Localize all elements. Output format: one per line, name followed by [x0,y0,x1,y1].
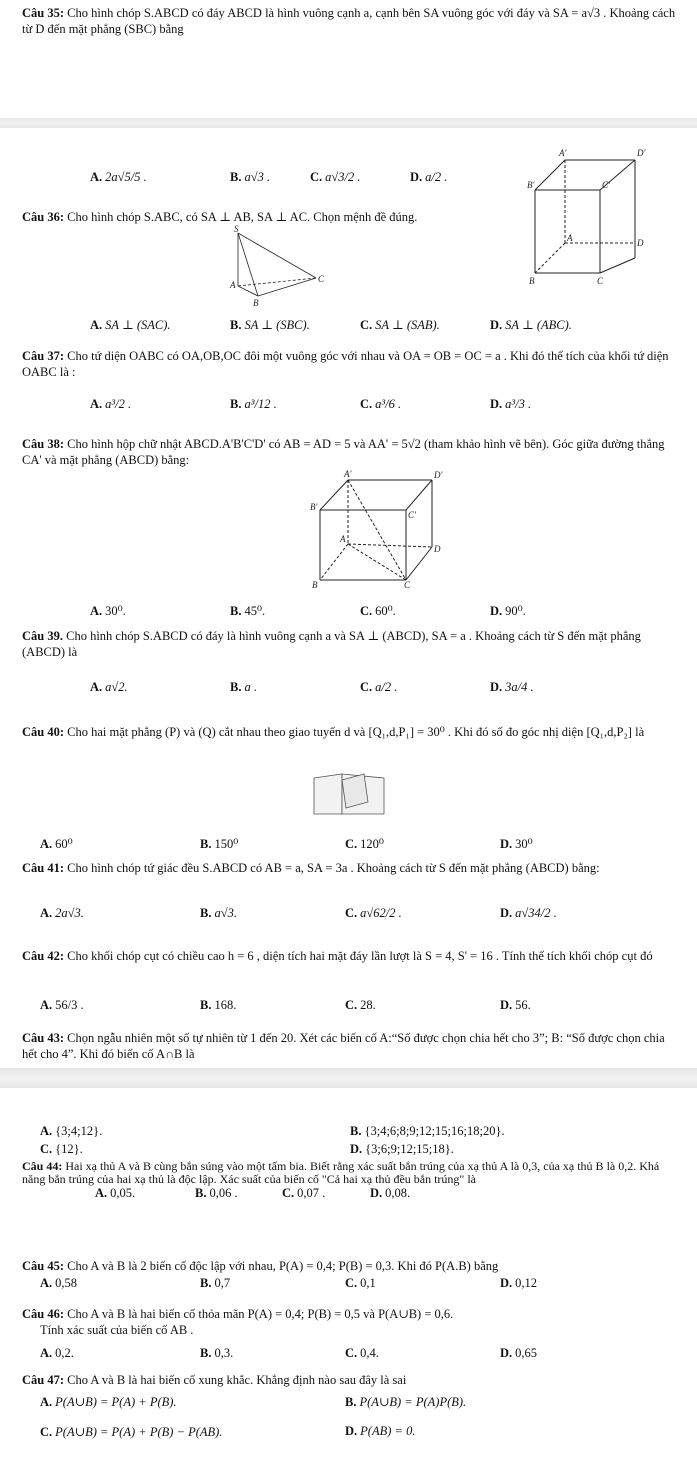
page-gap [0,1068,697,1088]
option-c[interactable]: C. 60⁰. [360,604,396,618]
vertex-label: D' [637,148,646,158]
box-figure [310,469,450,592]
vertex-label: A [567,233,573,243]
option-d[interactable]: D. 3a/4 . [490,680,534,694]
option-b[interactable]: B. 0,7 [200,1276,231,1290]
option-a[interactable]: A. {3;4;12}. [40,1124,103,1138]
option-c[interactable]: C. a√3/2 . [310,170,361,184]
option-c[interactable]: C. {12}. [40,1142,83,1156]
cube-figure [525,148,655,288]
question-45: Câu 45: Cho A và B là 2 biến cố độc lập với nhau, P(A) = 0,4; P(B) = 0,3. Khi đó P(A.B) bằng [22,1259,499,1273]
option-c[interactable]: C. 120⁰ [345,837,384,851]
option-d[interactable]: D. 56. [500,998,531,1012]
option-a[interactable]: A. 2a√5/5 . [90,170,147,184]
option-a[interactable]: A. P(A∪B) = P(A) + P(B). [40,1395,177,1409]
vertex-label: D [637,238,644,248]
option-b[interactable]: B. a³/12 . [230,397,277,411]
option-a[interactable]: A. 0,58 [40,1276,78,1290]
option-c[interactable]: C. 0,4. [345,1346,379,1360]
option-d[interactable]: D. 0,08. [370,1186,411,1200]
vertex-label: A' [559,148,567,158]
option-c[interactable]: C. 0,07 . [282,1186,326,1200]
svg-text:D: D [434,544,441,554]
question-38: Câu 38: Cho hình hộp chữ nhật ABCD.A'B'C'D' có AB = AD = 5 và AA' = 5√2 (tham khảo hình vẽ bên). Góc giữa đường thẳng CA' và mặt phẳng (ABCD) bằng: [22,437,665,467]
option-b[interactable]: B. a . [230,680,257,694]
option-d[interactable]: D. SA ⊥ (ABC). [490,318,572,332]
question-35 [22,5,682,37]
question-42: Câu 42: Cho khối chóp cụt có chiều cao h = 6 , diện tích hai mặt đáy lần lượt là S = 4, S' = 16 . Tính thể tích khối chóp cụt đó [22,949,653,963]
question-44: Câu 44: Hai xạ thủ A và B cùng bắn súng vào một tấm bia. Biết rằng xác suất bắn trúng của xạ thủ A là 0,3, của xạ thủ B là 0,2. Khả năng bắn trúng của hai xạ thủ là độc lập. Xác suất của biến cố "Cả hai xạ thủ đều bắn trúng" là [22,1159,660,1186]
option-c[interactable]: C. SA ⊥ (SAB). [360,318,440,332]
option-a[interactable]: A. a√2. [90,680,128,694]
option-d[interactable]: D. a³/3 . [490,397,532,411]
option-b[interactable]: B. {3;4;6;8;9;12;15;16;18;20}. [350,1124,505,1138]
option-a[interactable]: A. 0,05. [95,1186,136,1200]
option-d[interactable]: D. a√34/2 . [500,906,557,920]
option-b[interactable]: B. a√3. [200,906,237,920]
option-a[interactable]: A. 0,2. [40,1346,74,1360]
option-a[interactable]: A. 60⁰ [40,837,73,851]
option-c[interactable]: C. a√62/2 . [345,906,402,920]
vertex-label: B [529,276,535,286]
svg-text:A: A [340,534,346,544]
option-c[interactable]: C. 0,1 [345,1276,376,1290]
option-c[interactable]: C. a³/6 . [360,397,402,411]
svg-text:B: B [253,298,259,308]
pyramid-figure [228,224,328,308]
question-39: Câu 39. Cho hình chóp S.ABCD có đáy là hình vuông cạnh a và SA ⊥ (ABCD), SA = a . Khoảng cách từ S đến mặt phẳng (ABCD) là [22,629,641,659]
option-b[interactable]: B. 45⁰. [230,604,266,618]
svg-text:A: A [230,280,236,290]
svg-text:S: S [234,224,239,234]
option-b[interactable]: B. SA ⊥ (SBC). [230,318,310,332]
option-c[interactable]: C. 28. [345,998,376,1012]
vertex-label: C' [602,180,610,190]
svg-text:A': A' [344,469,352,479]
question-47: Câu 47: Cho A và B là hai biến cố xung khắc. Khẳng định nào sau đây là sai [22,1373,407,1387]
option-c[interactable]: C. P(A∪B) = P(A) + P(B) − P(AB). [40,1425,223,1439]
option-a[interactable]: A. a³/2 . [90,397,132,411]
svg-text:B': B' [310,502,318,512]
option-d[interactable]: D. {3;6;9;12;15;18}. [350,1142,454,1156]
option-a[interactable]: A. 30⁰. [90,604,126,618]
option-a[interactable]: A. SA ⊥ (SAC). [90,318,171,332]
question-41: Câu 41: Cho hình chóp tứ giác đều S.ABCD có AB = a, SA = 3a . Khoảng cách từ S đến mặt phẳng (ABCD) bằng: [22,861,600,875]
question-43: Câu 43: Chọn ngẫu nhiên một số tự nhiên từ 1 đến 20. Xét các biến cố A:“Số được chọn chia hết cho 3”; B: “Số được chọn chia hết cho 4”. Khi đó biến cố A∩B là [22,1031,665,1061]
svg-text:B: B [312,580,318,590]
option-b[interactable]: B. P(A∪B) = P(A)P(B). [345,1395,467,1409]
question-46: Câu 46: Cho A và B là hai biến cố thỏa mãn P(A) = 0,4; P(B) = 0,5 và P(A∪B) = 0,6. Tính xác suất của biến cố AB . [22,1307,454,1337]
svg-text:C': C' [408,510,416,520]
question-40: Câu 40: Cho hai mặt phẳng (P) và (Q) cắt nhau theo giao tuyến d và [Q₁,d,P₁] = 30⁰ . Khi đó số đo góc nhị diện [Q₁,d,P₂] là [22,725,645,739]
option-b[interactable]: B. a√3 . [230,170,271,184]
option-b[interactable]: B. 150⁰ [200,837,239,851]
option-c[interactable]: C. a/2 . [360,680,398,694]
option-d[interactable]: D. 0,65 [500,1346,538,1360]
option-d[interactable]: D. 30⁰ [500,837,533,851]
question-number: Câu 35: [22,6,65,20]
option-b[interactable]: B. 0,3. [200,1346,234,1360]
page-gap [0,118,697,128]
option-b[interactable]: B. 0,06 . [195,1186,238,1200]
question-36: Câu 36: Cho hình chóp S.ABC, có SA ⊥ AB, SA ⊥ AC. Chọn mệnh đề đúng. [22,210,418,224]
dihedral-figure [312,772,392,817]
vertex-label: B' [527,180,535,190]
vertex-label: C [597,276,604,286]
option-d[interactable]: D. 0,12 [500,1276,538,1290]
option-b[interactable]: B. 168. [200,998,237,1012]
svg-text:D': D' [434,470,443,480]
question-text: Cho hình chóp S.ABCD có đáy ABCD là hình vuông cạnh a, cạnh bên SA vuông góc với đáy và SA = a√3 . Khoảng cách từ D đến mặt phẳng (SBC) bằng [22,6,676,36]
option-d[interactable]: D. P(AB) = 0. [345,1424,416,1438]
option-d[interactable]: D. a/2 . [410,170,448,184]
option-a[interactable]: A. 56/3 . [40,998,84,1012]
svg-text:C: C [404,580,411,590]
option-d[interactable]: D. 90⁰. [490,604,526,618]
svg-text:C: C [318,274,325,284]
question-37: Câu 37: Cho tứ diện OABC có OA,OB,OC đôi một vuông góc với nhau và OA = OB = OC = a . Khi đó thể tích của khối tứ diện OABC là : [22,349,669,379]
option-a[interactable]: A. 2a√3. [40,906,84,920]
